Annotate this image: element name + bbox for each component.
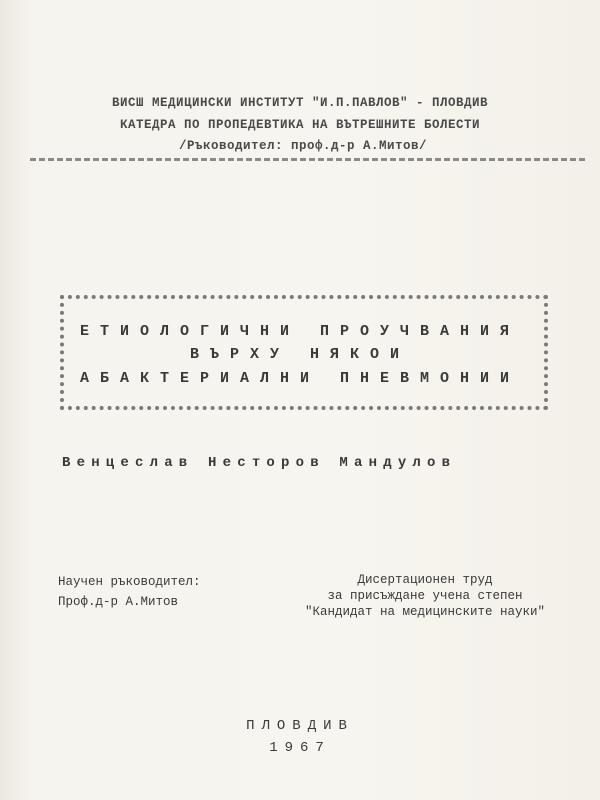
supervisor-block xyxy=(58,572,201,612)
header-divider xyxy=(30,158,585,161)
author-name: Венцеслав Несторов Мандулов xyxy=(62,455,457,471)
title-line-1: ЕТИОЛОГИЧНИ ПРОУЧВАНИЯ xyxy=(79,323,521,340)
title-line-2: ВЪРХУ НЯКОИ xyxy=(189,346,411,363)
publication-year: 1967 xyxy=(269,740,331,756)
supervisor-label: Научен ръководител: xyxy=(58,575,201,589)
department-head: /Ръководител: проф.д-р А.Митов/ xyxy=(178,139,428,153)
city-name: ПЛОВДИВ xyxy=(246,718,354,734)
dissertation-line-3: "Кандидат на медицинските науки" xyxy=(304,605,546,619)
dissertation-block xyxy=(290,572,560,620)
dissertation-line-2: за присъждане учена степен xyxy=(327,589,523,603)
title-line-3: АБАКТЕРИАЛНИ ПНЕВМОНИИ xyxy=(79,370,521,387)
dissertation-line-1: Дисертационен труд xyxy=(357,573,493,587)
institute-name: ВИСШ МЕДИЦИНСКИ ИНСТИТУТ "И.П.ПАВЛОВ" - ПЛОВДИВ xyxy=(111,96,489,110)
supervisor-name: Проф.д-р А.Митов xyxy=(58,595,179,609)
department-name: КАТЕДРА ПО ПРОПЕДЕВТИКА НА ВЪТРЕШНИТЕ БОЛЕСТИ xyxy=(119,118,481,132)
